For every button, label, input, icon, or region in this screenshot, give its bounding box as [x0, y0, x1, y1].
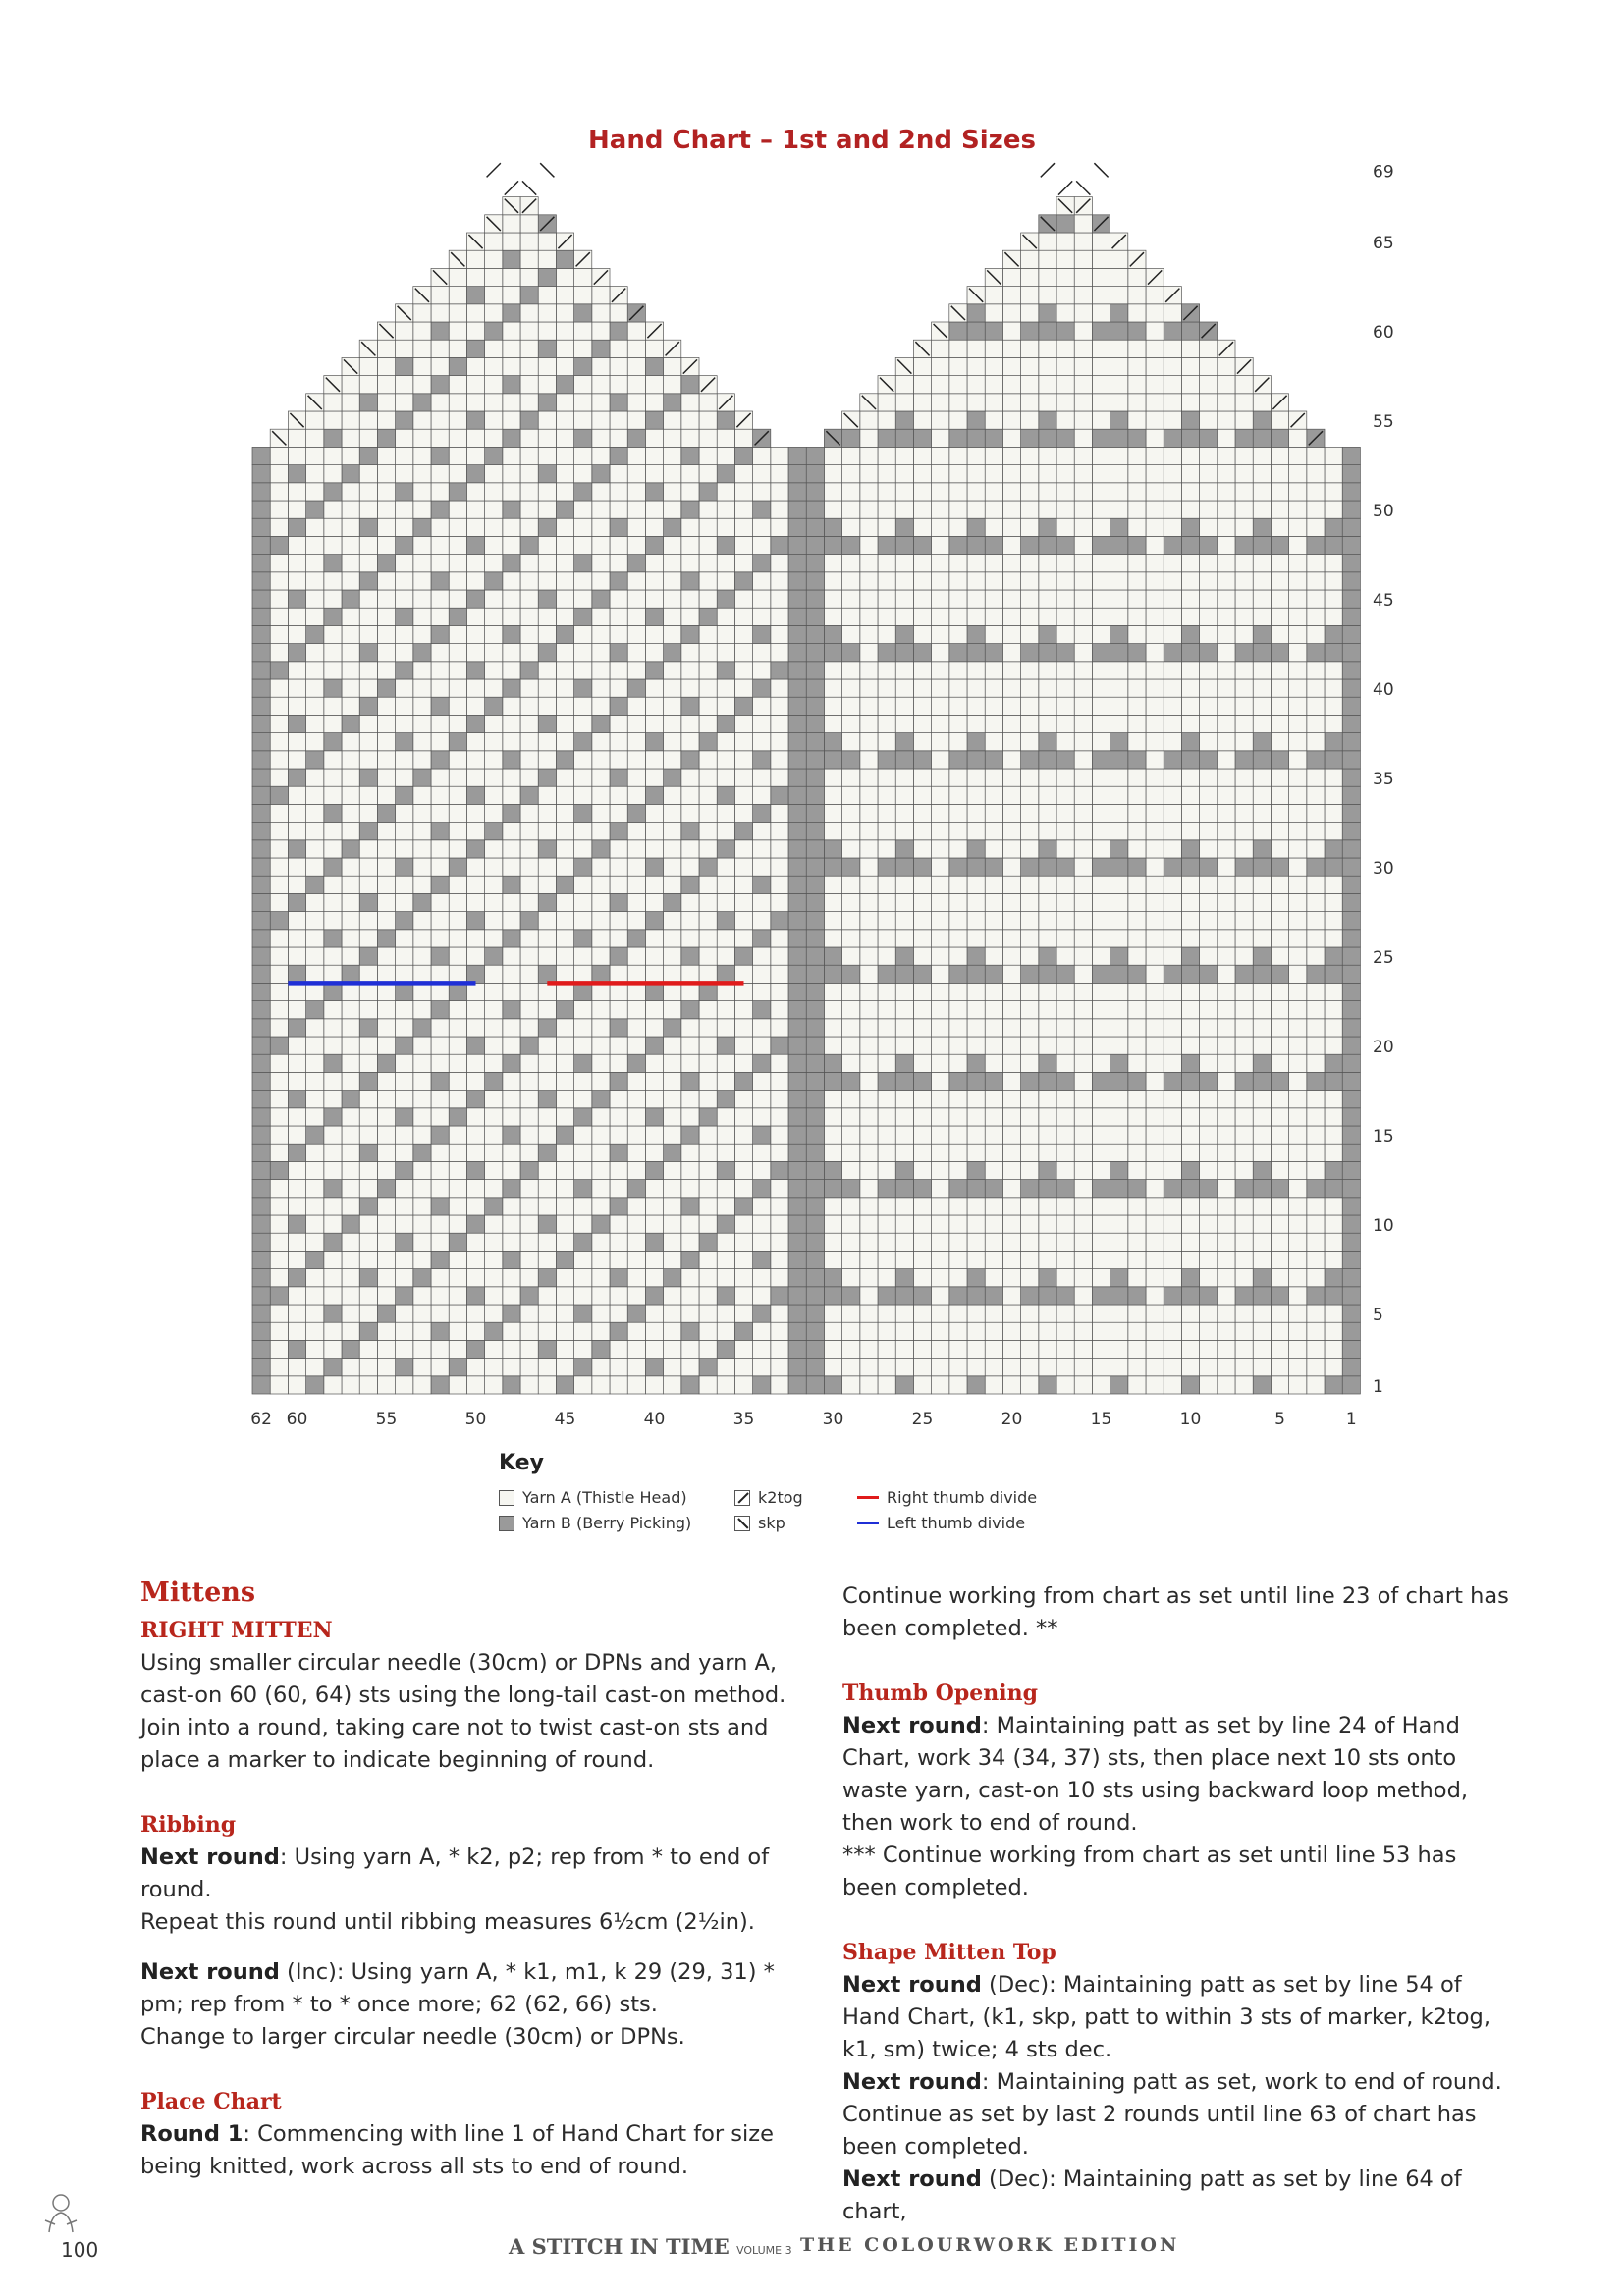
row-label: 20 — [1373, 1038, 1394, 1058]
ribbing-next-round-label: Next round — [140, 1844, 280, 1870]
cast-on-paragraph: Using smaller circular needle (30cm) or DPNs and yarn A, cast-on 60 (60, 64) sts using the long-tail cast-on method. Join into a round, taking care not to twist cast-on sts and place a marker to indicate beginning of round. — [140, 1650, 786, 1773]
row-label: 5 — [1373, 1306, 1383, 1326]
right-column — [842, 1580, 1510, 2228]
ribbing-paragraph — [140, 1842, 798, 1906]
maintain-paragraph — [842, 2066, 1510, 2099]
key-right-thumb — [857, 1488, 1037, 1507]
key-yarn-a — [499, 1488, 687, 1507]
column-label: 15 — [1090, 1410, 1112, 1429]
footer-edition: THE COLOURWORK EDITION — [800, 2234, 1180, 2256]
chart-title: Hand Chart – 1st and 2nd Sizes — [588, 126, 1036, 155]
ribbing-instruction: : Using yarn A, * k2, p2; rep from * to end of round. — [140, 1844, 770, 1902]
row-label: 60 — [1373, 323, 1394, 344]
row-label: 10 — [1373, 1216, 1394, 1237]
column-label: 60 — [286, 1410, 308, 1429]
key-title: Key — [499, 1451, 544, 1475]
row-label: 30 — [1373, 859, 1394, 880]
key-yarn-b — [499, 1514, 691, 1532]
maintain-instruction: : Maintaining patt as set, work to end of round. — [981, 2069, 1502, 2095]
dec-64-next-round-label: Next round — [842, 2166, 982, 2192]
row-label: 69 — [1373, 162, 1394, 183]
row-label: 40 — [1373, 680, 1394, 701]
maintain-next-round-label: Next round — [842, 2069, 982, 2095]
key-left-thumb — [857, 1514, 1025, 1532]
key-yarn-b-label: Yarn B (Berry Picking) — [522, 1514, 692, 1532]
key-yarn-a-label: Yarn A (Thistle Head) — [522, 1488, 687, 1507]
section-heading-mittens: Mittens — [140, 1577, 256, 1608]
column-label: 20 — [1001, 1410, 1023, 1429]
round-1-label: Round 1 — [140, 2121, 244, 2147]
footer-title — [509, 2234, 792, 2259]
page-number: 100 — [61, 2238, 99, 2262]
column-label: 55 — [375, 1410, 398, 1429]
key-left-thumb-label: Left thumb divide — [887, 1514, 1026, 1532]
key-skp — [734, 1514, 785, 1532]
continue-53-paragraph: *** Continue working from chart as set until line 53 has been completed. — [842, 1842, 1457, 1900]
red-line-icon — [857, 1496, 879, 1499]
ribbing-repeat-paragraph: Repeat this round until ribbing measures 6½cm (2½in). — [140, 1909, 755, 1935]
row-label: 35 — [1373, 770, 1394, 790]
continue-63-paragraph: Continue as set by last 2 rounds until line 63 of chart has been completed. — [842, 2102, 1477, 2160]
column-label: 45 — [554, 1410, 576, 1429]
increase-paragraph — [140, 1956, 798, 2021]
column-label: 1 — [1345, 1410, 1357, 1429]
round-1-paragraph — [140, 2118, 798, 2183]
row-label: 55 — [1373, 412, 1394, 433]
dec-next-round-label: Next round — [842, 1972, 982, 1998]
row-label: 45 — [1373, 591, 1394, 612]
row-label: 65 — [1373, 234, 1394, 254]
thumb-next-round-label: Next round — [842, 1713, 982, 1738]
column-label: 5 — [1274, 1410, 1285, 1429]
dec-instruction: (Dec): Maintaining patt as set by line 54 of Hand Chart, (k1, skp, patt to within 3 sts of marker, k2tog, k1, sm) twice; 4 sts dec. — [842, 1972, 1490, 2062]
change-needle-paragraph: Change to larger circular needle (30cm) or DPNs. — [140, 2024, 685, 2050]
column-label: 35 — [732, 1410, 755, 1429]
subheading-place-chart: Place Chart — [140, 2089, 282, 2114]
key-skp-label: skp — [758, 1514, 785, 1532]
round-1-instruction: : Commencing with line 1 of Hand Chart for size being knitted, work across all sts to end of round. — [140, 2121, 774, 2179]
subheading-thumb-opening: Thumb Opening — [842, 1681, 1038, 1706]
row-label: 15 — [1373, 1127, 1394, 1148]
column-label: 50 — [464, 1410, 487, 1429]
subheading-right-mitten: RIGHT MITTEN — [140, 1618, 333, 1643]
increase-instruction: (Inc): Using yarn A, * k1, m1, k 29 (29, 31) * pm; rep from * to * once more; 62 (62, 66) sts. — [140, 1959, 775, 2017]
dec-64-paragraph — [842, 2163, 1510, 2228]
row-label: 1 — [1373, 1377, 1383, 1397]
key-k2tog — [734, 1488, 803, 1507]
row-label: 25 — [1373, 948, 1394, 969]
left-column — [140, 1577, 798, 2183]
column-label: 30 — [822, 1410, 844, 1429]
k2tog-symbol-icon — [734, 1490, 750, 1506]
key-k2tog-label: k2tog — [758, 1488, 803, 1507]
subheading-shape-mitten-top: Shape Mitten Top — [842, 1940, 1056, 1965]
thumb-instruction: : Maintaining patt as set by line 24 of Hand Chart, work 34 (34, 37) sts, then place next 10 sts onto waste yarn, cast-on 10 sts using backward loop method, then work to end of round. — [842, 1713, 1469, 1836]
chart-key — [499, 1451, 1127, 1539]
column-label: 40 — [643, 1410, 666, 1429]
knitter-logo-icon — [41, 2191, 81, 2234]
key-right-thumb-label: Right thumb divide — [887, 1488, 1038, 1507]
subheading-ribbing: Ribbing — [140, 1812, 237, 1838]
column-label: 25 — [911, 1410, 934, 1429]
chart-grid — [252, 163, 1360, 1394]
dec-64-instruction: (Dec): Maintaining patt as set by line 64 of chart, — [842, 2166, 1462, 2224]
blue-line-icon — [857, 1522, 879, 1524]
row-label: 50 — [1373, 502, 1394, 522]
thumb-paragraph — [842, 1710, 1510, 1840]
continue-paragraph: Continue working from chart as set until line 23 of chart has been completed. ** — [842, 1583, 1509, 1641]
yarn-b-swatch-icon — [499, 1516, 514, 1531]
dec-paragraph — [842, 1969, 1510, 2066]
footer-book-title: A STITCH IN TIME — [509, 2234, 730, 2259]
column-label: 10 — [1179, 1410, 1202, 1429]
column-label: 62 — [250, 1410, 272, 1429]
skp-symbol-icon — [734, 1516, 750, 1531]
increase-next-round-label: Next round — [140, 1959, 280, 1985]
yarn-a-swatch-icon — [499, 1490, 514, 1506]
footer-volume: VOLUME 3 — [736, 2244, 792, 2257]
